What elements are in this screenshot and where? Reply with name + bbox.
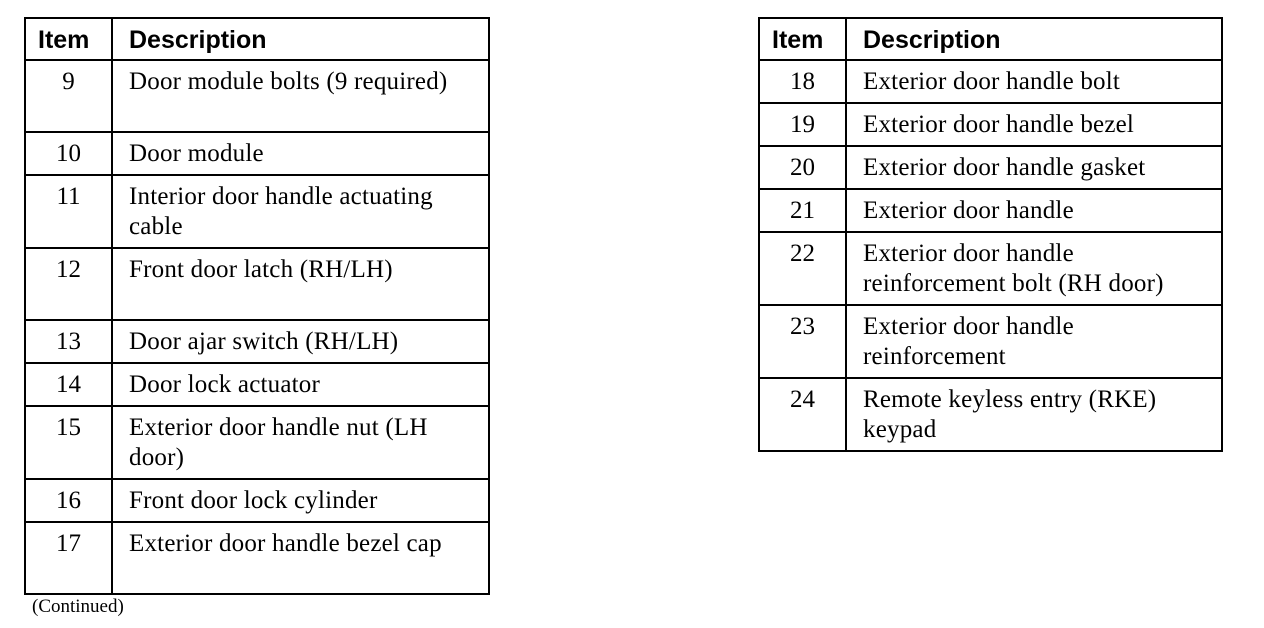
item-number: 21 xyxy=(759,189,846,232)
item-number: 14 xyxy=(25,363,112,406)
table-row xyxy=(25,479,489,522)
item-description: Door module bolts (9 required) xyxy=(112,60,489,132)
table-row xyxy=(25,522,489,594)
table-header-row xyxy=(25,18,489,60)
item-number: 22 xyxy=(759,232,846,305)
item-number: 16 xyxy=(25,479,112,522)
item-number: 11 xyxy=(25,175,112,248)
column-header-item: Item xyxy=(25,18,112,60)
item-description: Exterior door handle reinforcement bolt (RH door) xyxy=(846,232,1222,305)
parts-table-left xyxy=(24,17,490,595)
item-number: 13 xyxy=(25,320,112,363)
table-row xyxy=(25,320,489,363)
item-description: Exterior door handle nut (LH door) xyxy=(112,406,489,479)
table-row xyxy=(759,378,1222,451)
item-number: 24 xyxy=(759,378,846,451)
item-description: Exterior door handle bolt xyxy=(846,60,1222,103)
table-row xyxy=(25,248,489,320)
item-description: Exterior door handle xyxy=(846,189,1222,232)
table-row xyxy=(759,189,1222,232)
table-row xyxy=(759,232,1222,305)
item-number: 18 xyxy=(759,60,846,103)
item-description: Door module xyxy=(112,132,489,175)
item-description: Exterior door handle bezel cap xyxy=(112,522,489,594)
table-row xyxy=(759,305,1222,378)
item-description: Interior door handle actuating cable xyxy=(112,175,489,248)
item-description: Door lock actuator xyxy=(112,363,489,406)
table-row xyxy=(25,132,489,175)
item-number: 23 xyxy=(759,305,846,378)
item-number: 9 xyxy=(25,60,112,132)
table-row xyxy=(25,406,489,479)
column-header-item: Item xyxy=(759,18,846,60)
item-number: 12 xyxy=(25,248,112,320)
item-number: 19 xyxy=(759,103,846,146)
item-description: Front door latch (RH/LH) xyxy=(112,248,489,320)
table-header-row xyxy=(759,18,1222,60)
item-description: Exterior door handle gasket xyxy=(846,146,1222,189)
column-header-description: Description xyxy=(112,18,489,60)
table-row xyxy=(759,103,1222,146)
table-row xyxy=(759,146,1222,189)
table-row xyxy=(25,60,489,132)
item-description: Door ajar switch (RH/LH) xyxy=(112,320,489,363)
item-description: Exterior door handle reinforcement xyxy=(846,305,1222,378)
parts-table-right xyxy=(758,17,1223,452)
continued-note: (Continued) xyxy=(32,596,124,617)
table-row xyxy=(759,60,1222,103)
table-row xyxy=(25,175,489,248)
item-number: 17 xyxy=(25,522,112,594)
table-row xyxy=(25,363,489,406)
item-number: 15 xyxy=(25,406,112,479)
item-number: 20 xyxy=(759,146,846,189)
item-description: Front door lock cylinder xyxy=(112,479,489,522)
item-number: 10 xyxy=(25,132,112,175)
item-description: Remote keyless entry (RKE) keypad xyxy=(846,378,1222,451)
column-header-description: Description xyxy=(846,18,1222,60)
item-description: Exterior door handle bezel xyxy=(846,103,1222,146)
